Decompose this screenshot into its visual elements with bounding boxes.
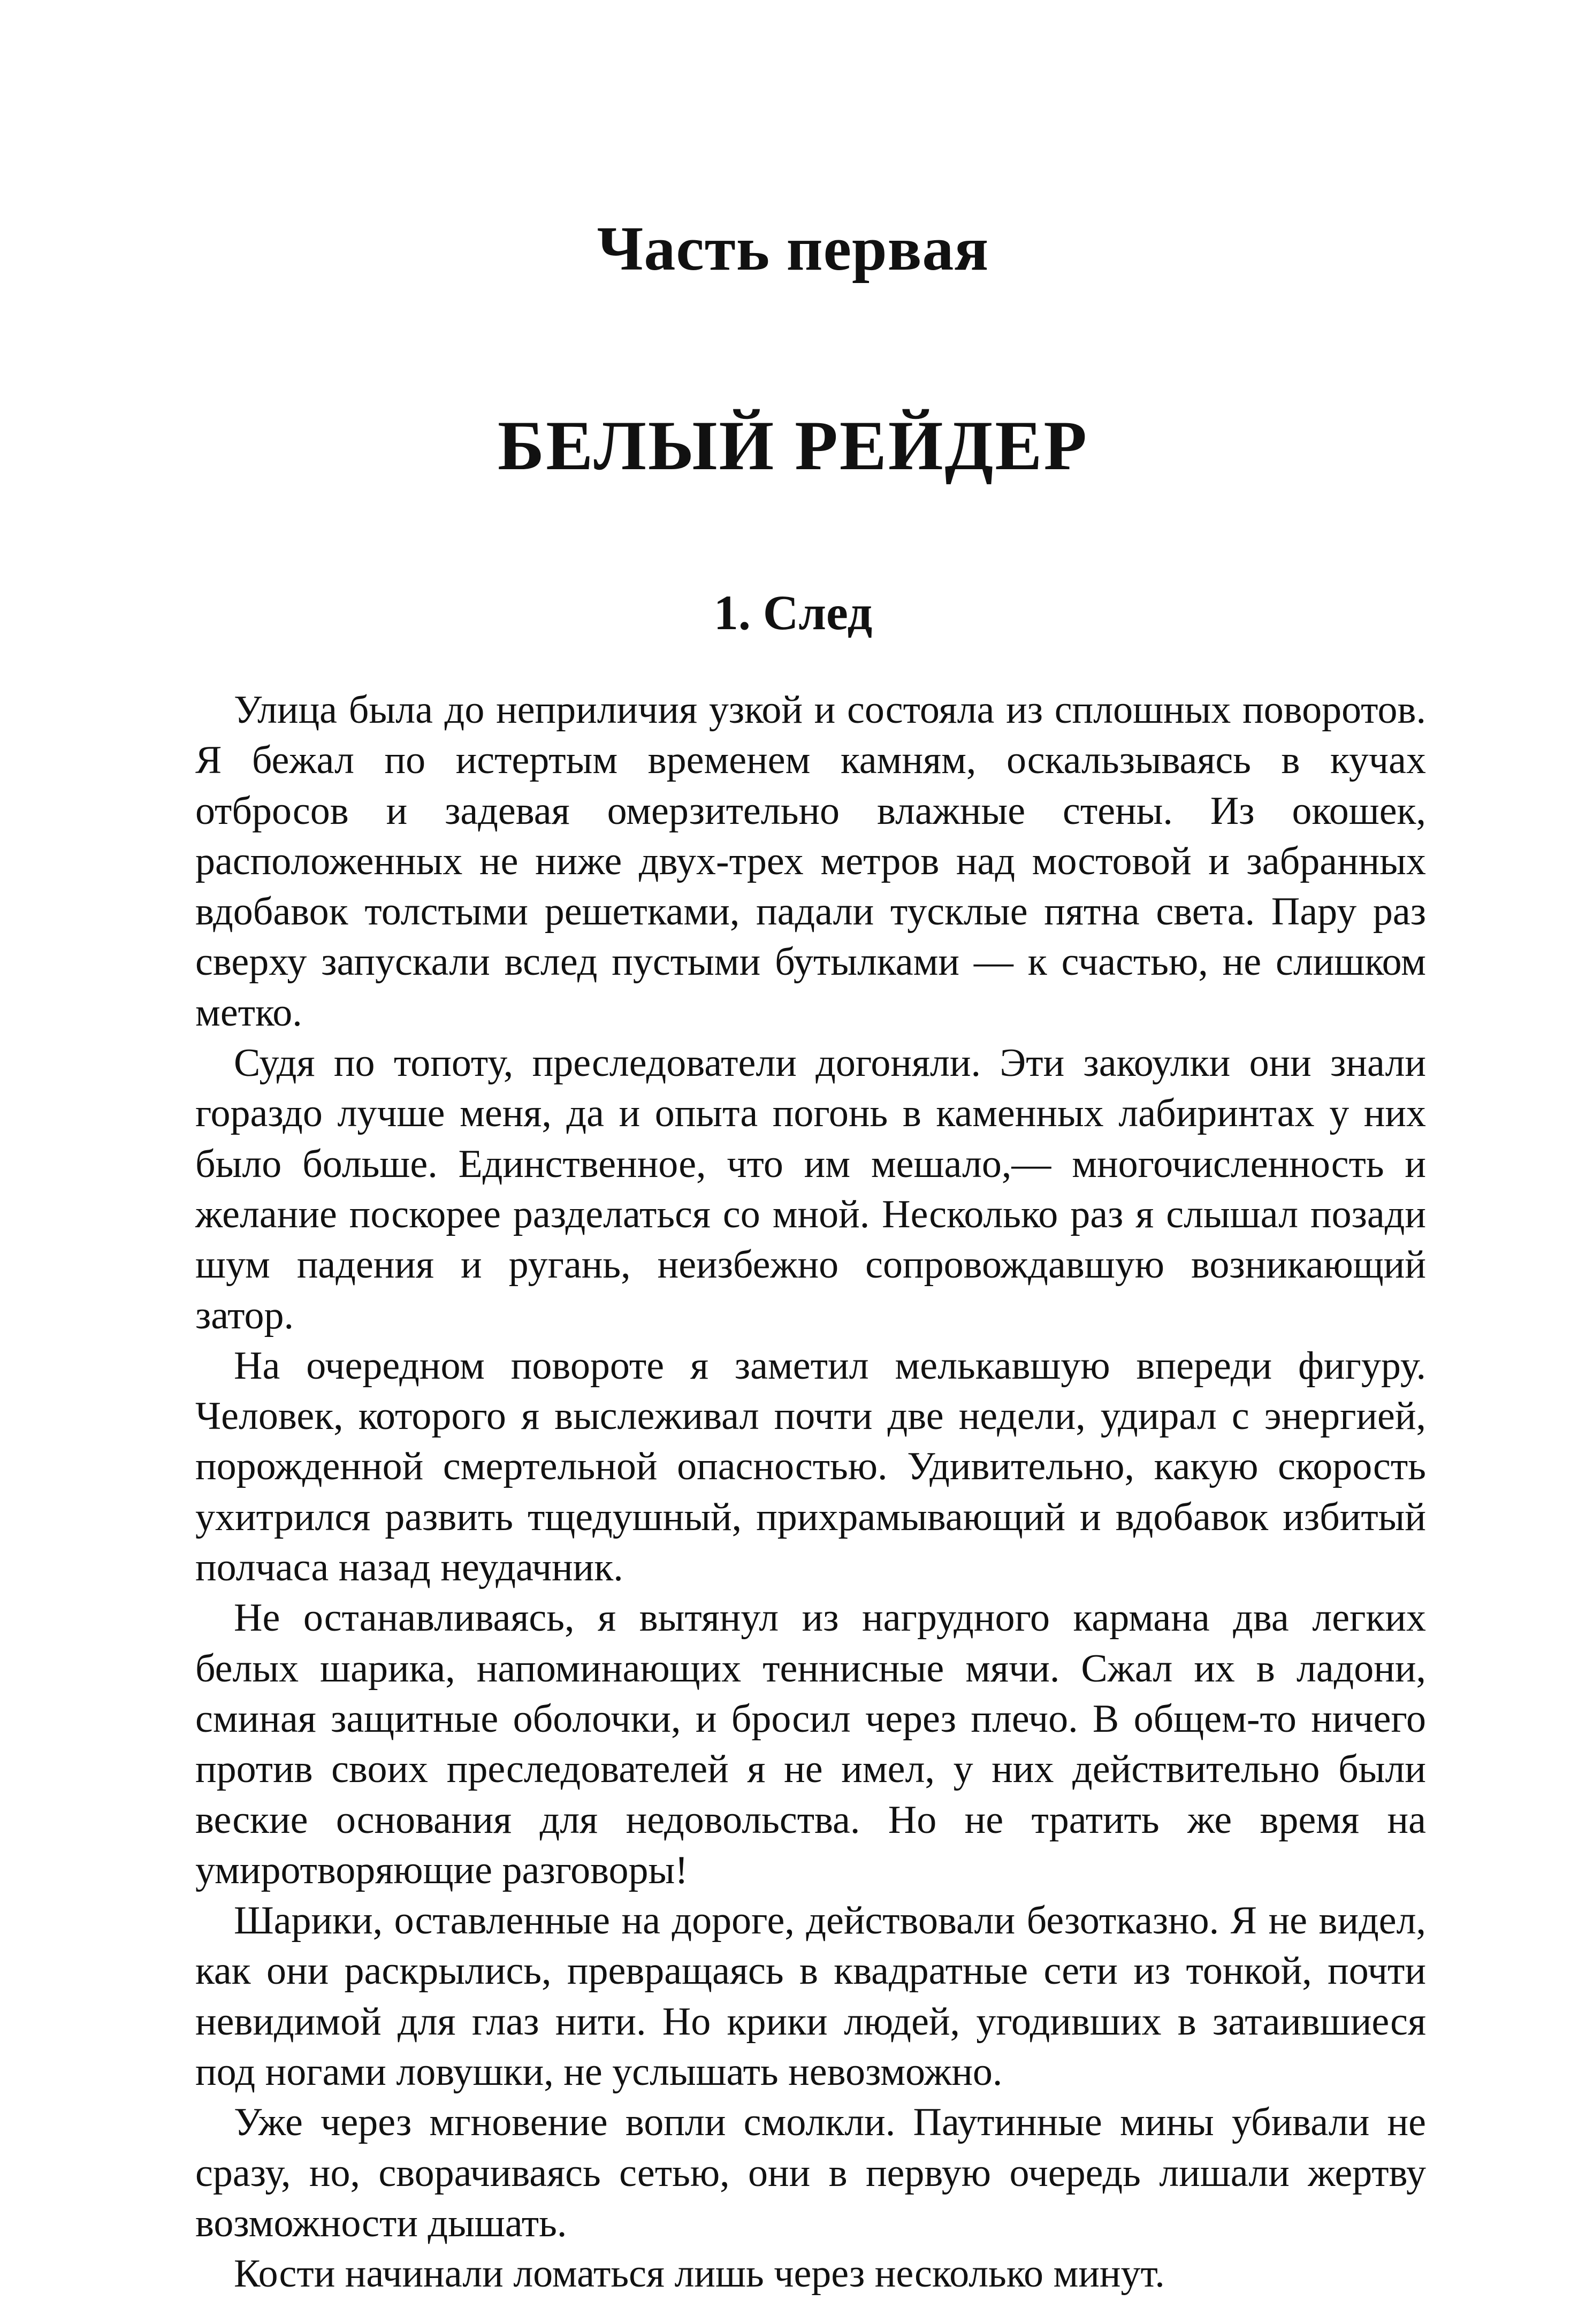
paragraph: Не останавливаясь, я вытянул из нагрудного кармана два легких белых шарика, напоминающих теннисные мячи. Сжал их в ладони, сминая защитные оболочки, и бросил через плечо. В общем-то ничего против своих преследователей я не имел, у них действительно были веские основания для недовольства. Но не тратить же время на умиротворяющие разговоры!	[195, 1596, 1426, 1892]
paragraph: Улица была до неприличия узкой и состояла из сплошных поворотов. Я бежал по истертым временем камням, оскальзываясь в кучах отбросов и задевая омерзительно влажные стены. Из окошек, расположенных не ниже двух-трех метров над мостовой и забранных вдобавок толстыми решетками, падали тусклые пятна света. Пару раз сверху запускали вслед пустыми бутылками — к счастью, не слишком метко.	[195, 688, 1426, 1035]
body-text	[195, 685, 1426, 2299]
part-title: Часть первая	[597, 213, 989, 284]
paragraph: Кости начинали ломаться лишь через несколько минут.	[234, 2252, 1165, 2296]
paragraph: Шарики, оставленные на дороге, действовали безотказно. Я не видел, как они раскрылись, превращаясь в квадратные сети из тонкой, почти невидимой для глаз нити. Но крики людей, угодивших в затаившиеся под ногами ловушки, не услышать невозможно.	[195, 1899, 1426, 2094]
paragraph: Судя по топоту, преследователи догоняли. Эти закоулки они знали гораздо лучше меня, да и опыта погонь в каменных лабиринтах у них было больше. Единственное, что им мешало,— многочисленность и желание поскорее разделаться со мной. Несколько раз я слышал позади шум падения и ругань, неизбежно сопровождавшую возникающий затор.	[195, 1041, 1426, 1337]
book-title: БЕЛЫЙ РЕЙДЕР	[497, 406, 1089, 485]
chapter-title: 1. След	[713, 585, 873, 640]
paragraph: Уже через мгновение вопли смолкли. Паутинные мины убивали не сразу, но, сворачиваясь сетью, они в первую очередь лишали жертву возможности дышать.	[195, 2100, 1426, 2245]
paragraph: На очередном повороте я заметил мелькавшую впереди фигуру. Человек, которого я выслеживал почти две недели, удирал с энергией, порожденной смертельной опасностью. Удивительно, какую скорость ухитрился развить тщедушный, прихрамывающий и вдобавок избитый полчаса назад неудачник.	[195, 1343, 1426, 1590]
